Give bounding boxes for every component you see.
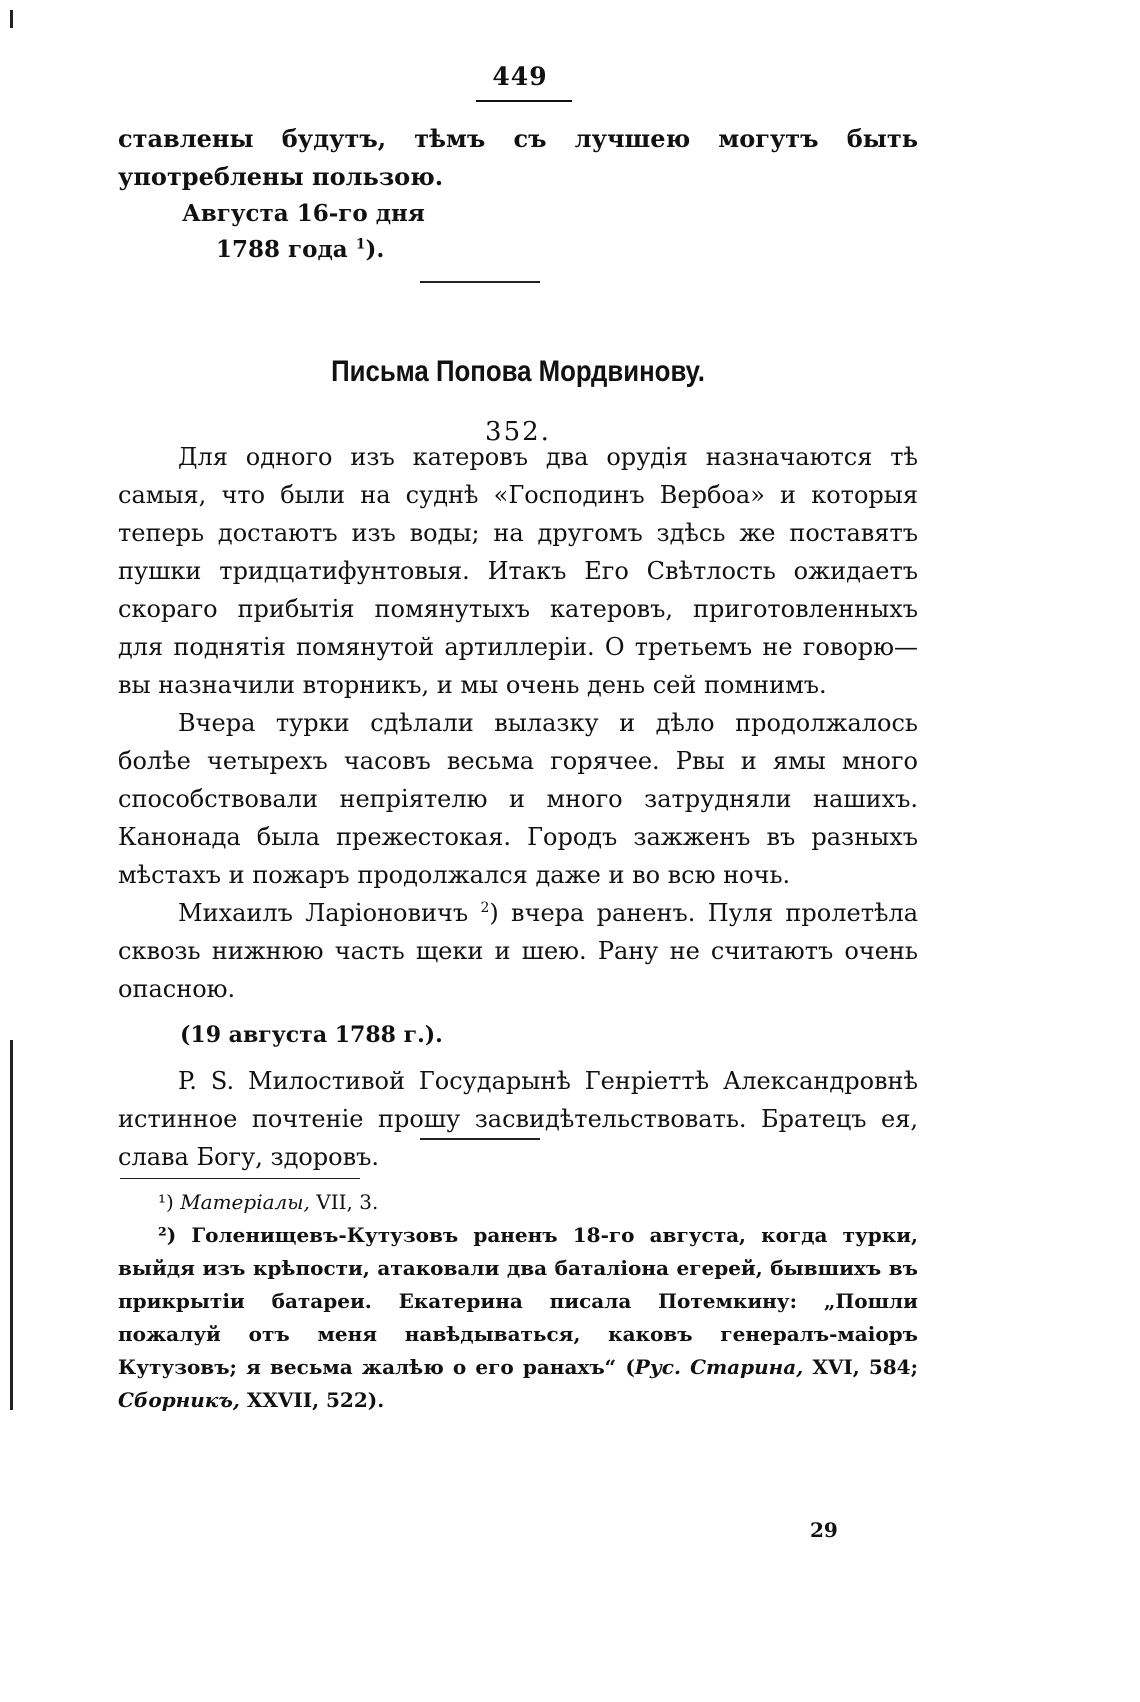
footnote-2-mid: XVI, 584;: [803, 1355, 918, 1379]
footnote-1-marker: ¹): [158, 1190, 174, 1214]
footnote-1: [118, 1186, 918, 1219]
scan-edge-mark: [10, 10, 13, 28]
postscript: P. S. Милостивой Государынѣ Генріеттѣ Александровнѣ истинное почтеніе прошу засвидѣтельствовать. Братецъ ея, слава Богу, здоровъ.: [118, 1067, 918, 1171]
footnote-rule: [120, 1178, 360, 1179]
footnote-ref-2: 2: [480, 900, 490, 916]
continuation-text: ставлены будутъ, тѣмъ съ лучшею могутъ быть употреблены пользою.: [118, 124, 918, 191]
continuation-block: [118, 120, 918, 196]
footnote-2-marker: ²): [158, 1223, 177, 1247]
paragraph-3-start: Михаилъ Ларіоновичъ: [178, 899, 469, 927]
date-block: [182, 196, 582, 268]
footnote-2: [118, 1219, 918, 1417]
page-number: 449: [492, 62, 548, 91]
page-number-rule: [476, 100, 572, 102]
letter-paragraph-1: Для одного изъ катеровъ два орудія назначаются тѣ самыя, что были на суднѣ «Господинъ Вербоа» и которыя теперь достаютъ изъ воды; на другомъ здѣсь же поставятъ пушки тридцатифунтовыя. Итакъ Его Свѣтлость ожидаетъ скораго прибытія помянутыхъ катеровъ, приготовленныхъ для поднятія помянутой артиллеріи. О третьемъ не говорю—вы назначили вторникъ, и мы очень день сей помнимъ.: [118, 443, 918, 699]
letter-date: (19 августа 1788 г.).: [180, 1022, 443, 1048]
footnote-2-source-2: Сборникъ,: [118, 1388, 240, 1412]
footnote-1-source: Матеріалы,: [180, 1190, 310, 1214]
date-line-2-text: 1788 года: [216, 236, 348, 263]
letter-body: [118, 438, 918, 1176]
footnote-2-source-1: Рус. Старина,: [634, 1355, 804, 1379]
letter-paragraph-3: [118, 894, 918, 1008]
footnote-2-end: XXVII, 522).: [239, 1388, 385, 1412]
letter-paragraph-2: Вчера турки сдѣлали вылазку и дѣло продолжалось болѣе четырехъ часовъ весьма горячее. Рвы и ямы много способствовали непріятелю и много затрудняли нашихъ. Канонада была прежестокая. Городъ зажженъ въ разныхъ мѣстахъ и пожаръ продолжался даже и во всю ночь.: [118, 709, 918, 889]
section-divider: [420, 281, 540, 283]
date-line-2: [182, 232, 582, 268]
footnote-1-rest: VII, 3.: [309, 1190, 379, 1214]
date-line-1: Августа 16-го дня: [182, 200, 425, 227]
footnote-2-text: Голенищевъ-Кутузовъ раненъ 18-го августа, когда турки, выйдя изъ крѣпости, атаковали два баталіона егерей, бывшихъ въ прикрытіи батареи. Екатерина писала Потемкину: „Пошли пожалуй отъ меня навѣдываться, каковъ генералъ-маіоръ Кутузовъ; я весьма жалѣю о его ранахъ“ (: [118, 1223, 918, 1379]
end-divider: [420, 1138, 540, 1140]
scan-edge-line: [10, 1040, 13, 1410]
printer-signature: 29: [810, 1518, 838, 1542]
paragraph-3-end: ) вчера раненъ. Пуля пролетѣла сквозь нижнюю часть щеки и шею. Рану не считаютъ очень опасною.: [118, 899, 918, 1003]
date-line-2-close: ).: [365, 236, 385, 263]
letter-number: 352.: [485, 417, 551, 447]
section-title: Письма Попова Мордвинову.: [331, 355, 705, 388]
footnote-ref-1: 1: [355, 236, 366, 253]
footnotes-block: [118, 1186, 918, 1417]
